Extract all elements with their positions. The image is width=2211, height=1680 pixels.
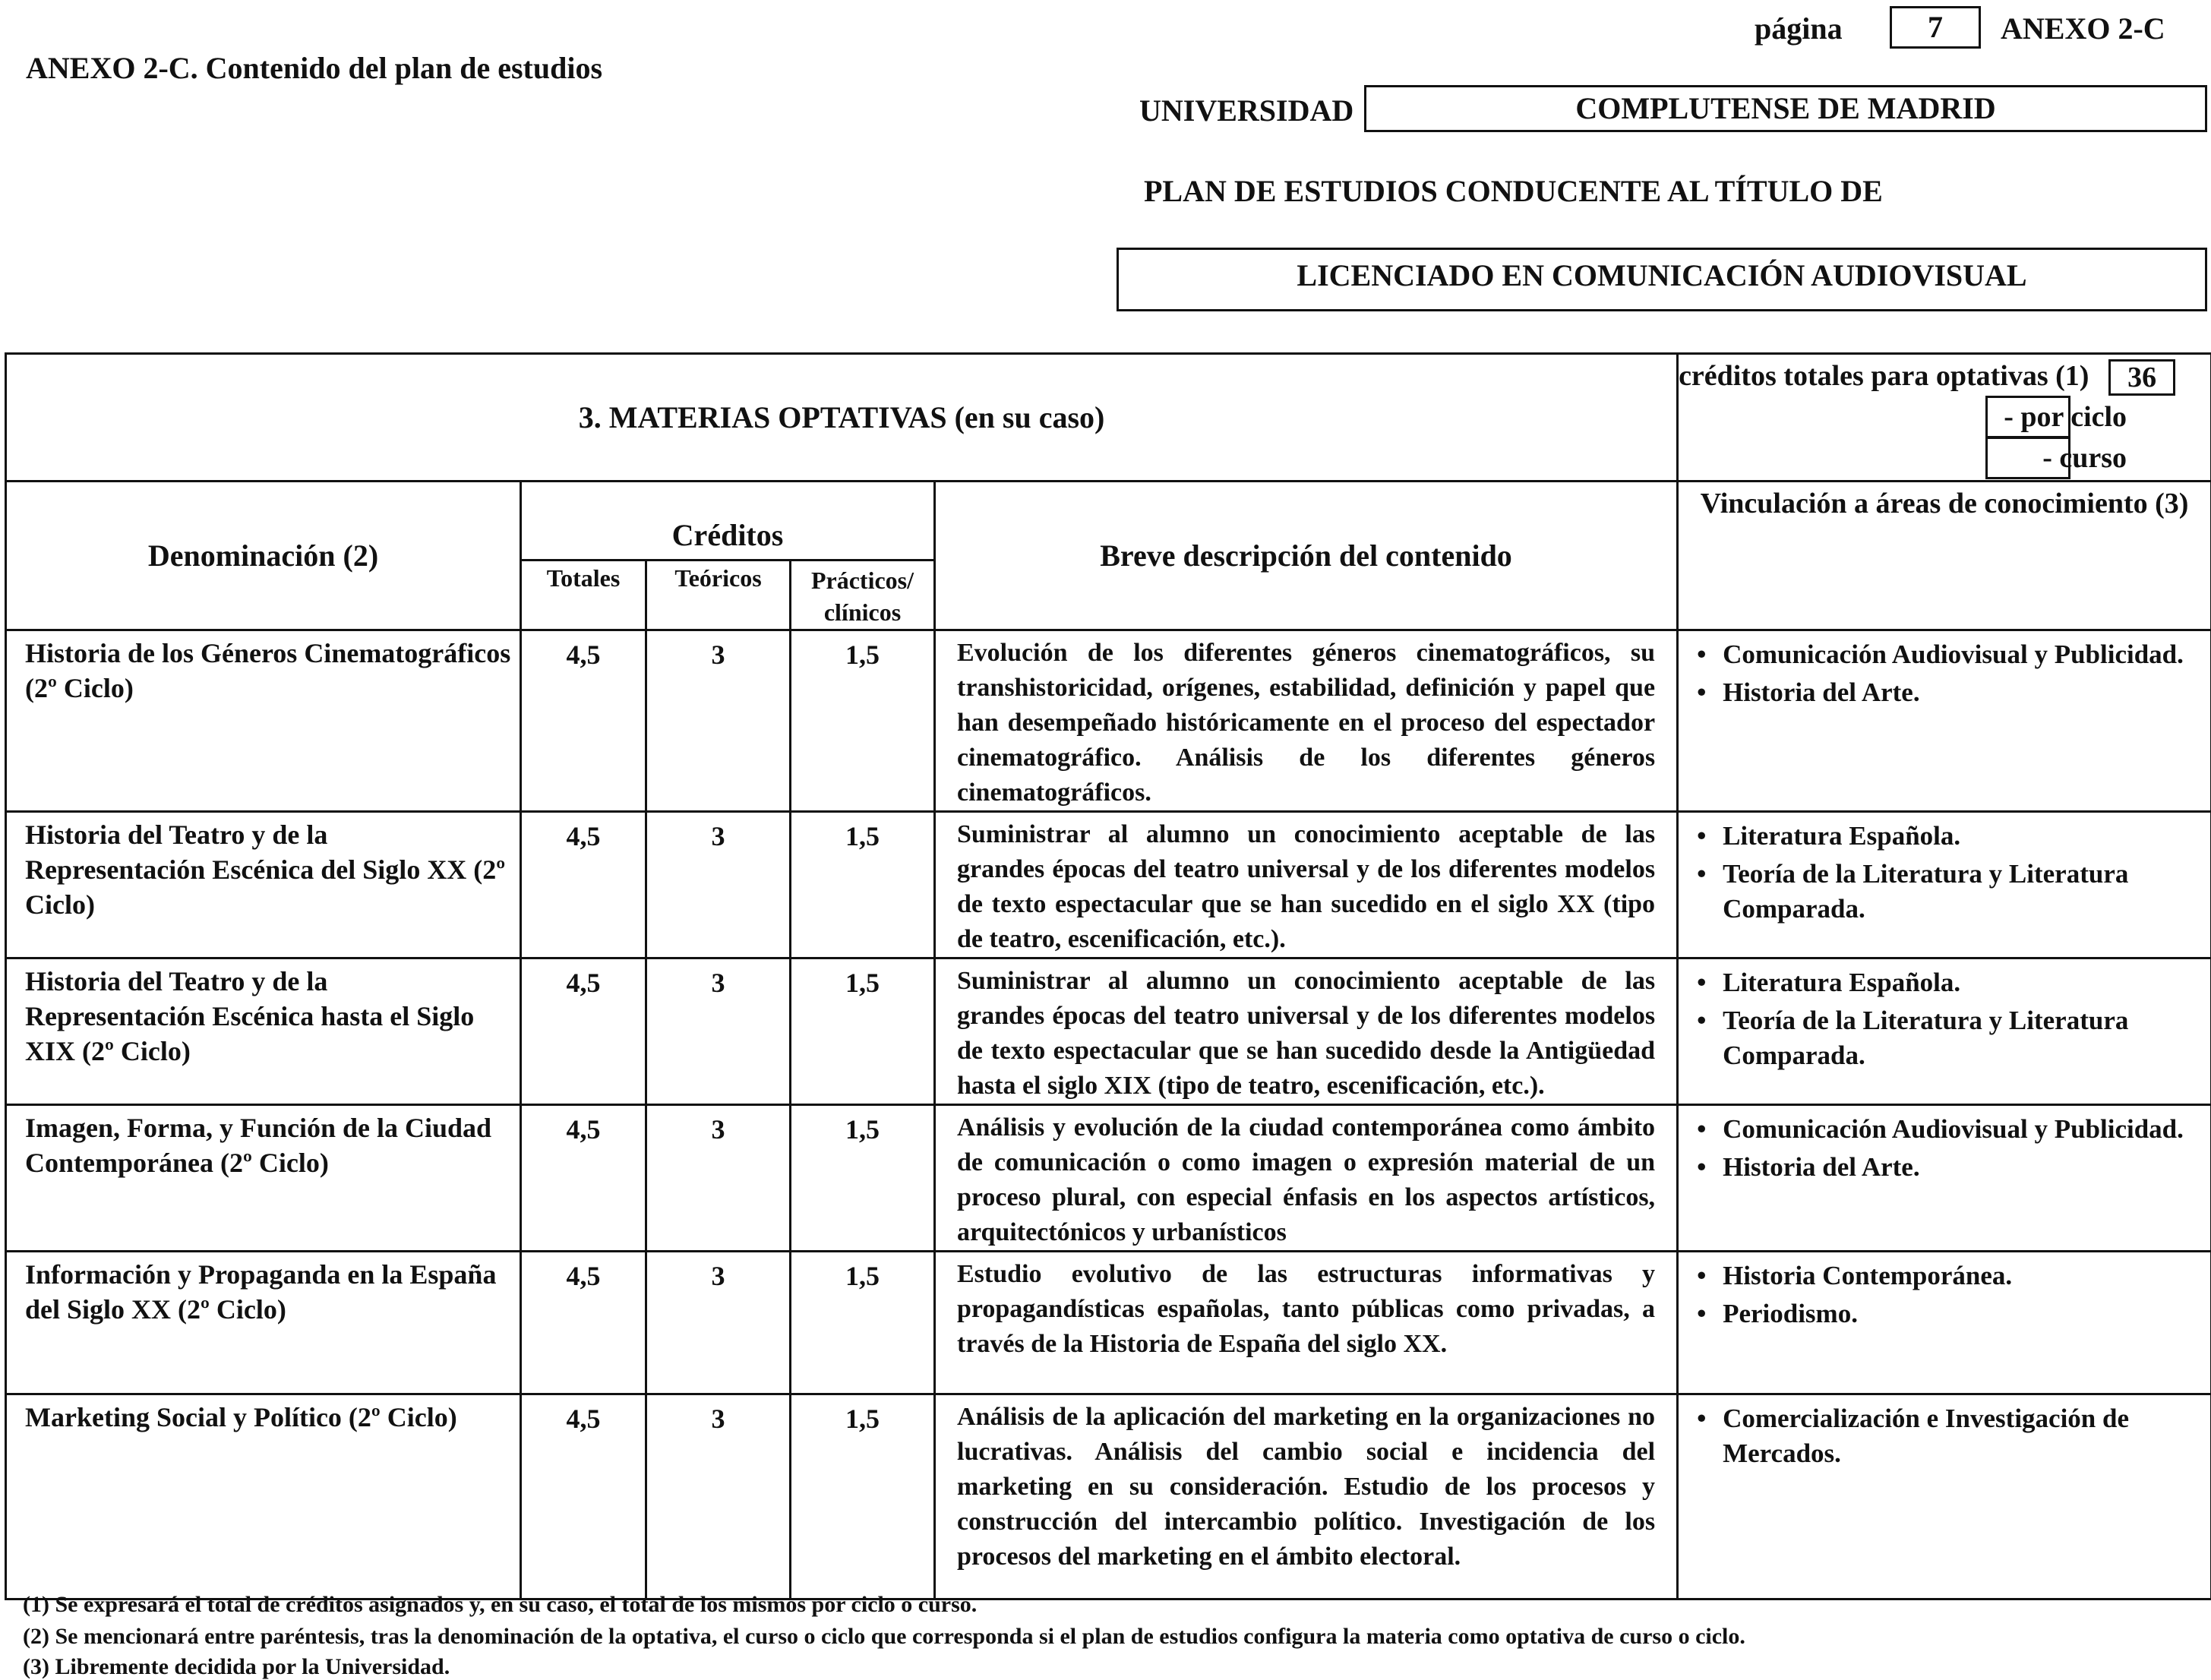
subject-areas [1678,1252,2211,1394]
area-item: • Historia del Arte. [1695,675,2203,710]
area-item: • Comercialización e Investigación de Mercados. [1695,1401,2203,1471]
page-label: página [1755,11,1843,46]
description-header: Breve descripción del contenido [935,482,1678,630]
credits-summary-cell [1678,354,2211,482]
column-header-row [6,482,2211,561]
subject-description: Análisis de la aplicación del marketing en la organizaciones no lucrativas. Análisis del cambio social e incidencia del marketing en su consideración. Estudio de los procesos y construcción del intercambio político. Investigación de los procesos del marketing en el ámbito electoral. [935,1394,1678,1599]
table-row [6,1252,2211,1394]
subject-description: Evolución de los diferentes géneros cinematográficos, su transhistoricidad, orígenes, estabilidad, definición y papel que han desempeñado históricamente en el proceso del espectador cinematográfico. Análisis de los diferentes géneros cinematográficos. [935,630,1678,812]
practical-header [791,561,935,630]
per-course-value-box [1985,437,2070,479]
area-item: • Historia del Arte. [1695,1150,2203,1185]
section-title: 3. MATERIAS OPTATIVAS (en su caso) [6,354,1678,482]
section-header-row [6,354,2211,482]
table-row [6,958,2211,1105]
credits-theory: 3 [646,958,791,1105]
credits-total-label: créditos totales para optativas (1) [1679,360,2089,392]
subject-areas [1678,958,2211,1105]
subject-name: Historia del Teatro y de la Representación Escénica del Siglo XX (2º Ciclo) [6,812,521,958]
credits-total: 4,5 [521,1252,646,1394]
subject-name: Marketing Social y Político (2º Ciclo) [6,1394,521,1599]
credits-theory: 3 [646,1252,791,1394]
subject-name: Historia de los Géneros Cinematográficos (2º Ciclo) [6,630,521,812]
credits-header: Créditos [521,482,935,561]
area-item: • Comunicación Audiovisual y Publicidad. [1695,637,2203,672]
subject-name: Imagen, Forma, y Función de la Ciudad Contemporánea (2º Ciclo) [6,1105,521,1252]
per-cycle-value-box [1985,396,2070,438]
denomination-header: Denominación (2) [6,482,521,630]
subject-areas [1678,630,2211,812]
credits-theory: 3 [646,812,791,958]
subject-areas [1678,812,2211,958]
subject-description: Suministrar al alumno un conocimiento aceptable de las grandes épocas del teatro universal y de los diferentes modelos de texto espectacular que se han sucedido en el siglo XX (tipo de teatro, escenificación, etc.). [935,812,1678,958]
degree-name: LICENCIADO EN COMUNICACIÓN AUDIOVISUAL [1117,248,2207,311]
credits-practical: 1,5 [791,1105,935,1252]
area-item: • Literatura Española. [1695,819,2203,854]
per-course-label: - curso [2042,442,2127,474]
area-item: • Comunicación Audiovisual y Publicidad. [1695,1112,2203,1147]
credits-practical: 1,5 [791,630,935,812]
practical-header-line1: Prácticos/ [810,567,914,594]
university-name: COMPLUTENSE DE MADRID [1364,85,2207,132]
subject-name: Historia del Teatro y de la Representación Escénica hasta el Siglo XIX (2º Ciclo) [6,958,521,1105]
area-item: • Teoría de la Literatura y Literatura Comparada. [1695,857,2203,927]
footnote-1: (1) Se expresará el total de créditos asignados y, en su caso, el total de los mismos por ciclo o curso. [23,1592,978,1617]
subject-areas [1678,1105,2211,1252]
subject-areas [1678,1394,2211,1599]
subject-description: Suministrar al alumno un conocimiento aceptable de las grandes épocas del teatro universal y de los diferentes modelos de texto espectacular que se han sucedido desde la Antigüedad hasta el siglo XIX (tipo de teatro, escenificación, etc.). [935,958,1678,1105]
credits-total: 4,5 [521,1394,646,1599]
footnote-3: (3) Libremente decidida por la Universidad. [23,1654,450,1679]
credits-practical: 1,5 [791,1252,935,1394]
area-item: • Periodismo. [1695,1296,2203,1331]
table-row [6,1394,2211,1599]
page-number: 7 [1890,6,1981,49]
area-item: • Teoría de la Literatura y Literatura Comparada. [1695,1003,2203,1073]
area-item: • Historia Contemporánea. [1695,1258,2203,1293]
subject-description: Análisis y evolución de la ciudad contemporánea como ámbito de comunicación o como imagen o expresión material de un proceso plural, con especial énfasis en los aspectos artísticos, arquitectónicos y urbanísticos [935,1105,1678,1252]
optional-subjects-table [5,352,2211,1600]
credits-practical: 1,5 [791,958,935,1105]
credits-total: 4,5 [521,630,646,812]
subject-description: Estudio evolutivo de las estructuras informativas y propagandísticas españolas, tanto públicas como privadas, a través de la Historia de España del siglo XX. [935,1252,1678,1394]
area-item: • Literatura Española. [1695,965,2203,1000]
table-row [6,630,2211,812]
per-cycle-label: - por ciclo [2004,401,2127,433]
credits-theory: 3 [646,630,791,812]
credits-total: 4,5 [521,1105,646,1252]
credits-total: 4,5 [521,958,646,1105]
annex-code: ANEXO 2-C [2001,11,2165,46]
plan-label: PLAN DE ESTUDIOS CONDUCENTE AL TÍTULO DE [1144,174,1883,208]
credits-total-value: 36 [2108,359,2175,396]
credits-theory: 3 [646,1105,791,1252]
table-row [6,1105,2211,1252]
university-label: UNIVERSIDAD [1139,93,1354,128]
annex-title: ANEXO 2-C. Contenido del plan de estudios [26,51,603,85]
credits-total: 4,5 [521,812,646,958]
practical-header-line2: clínicos [823,598,902,626]
table-row [6,812,2211,958]
theory-header: Teóricos [646,561,791,630]
subject-name: Información y Propaganda en la España del Siglo XX (2º Ciclo) [6,1252,521,1394]
totals-header: Totales [521,561,646,630]
areas-header: Vinculación a áreas de conocimiento (3) [1678,482,2211,630]
footnote-2: (2) Se mencionará entre paréntesis, tras la denominación de la optativa, el curso o ciclo que corresponda si el plan de estudios configura la materia como optativa de curso o ciclo. [23,1624,1745,1649]
credits-theory: 3 [646,1394,791,1599]
credits-practical: 1,5 [791,812,935,958]
credits-practical: 1,5 [791,1394,935,1599]
